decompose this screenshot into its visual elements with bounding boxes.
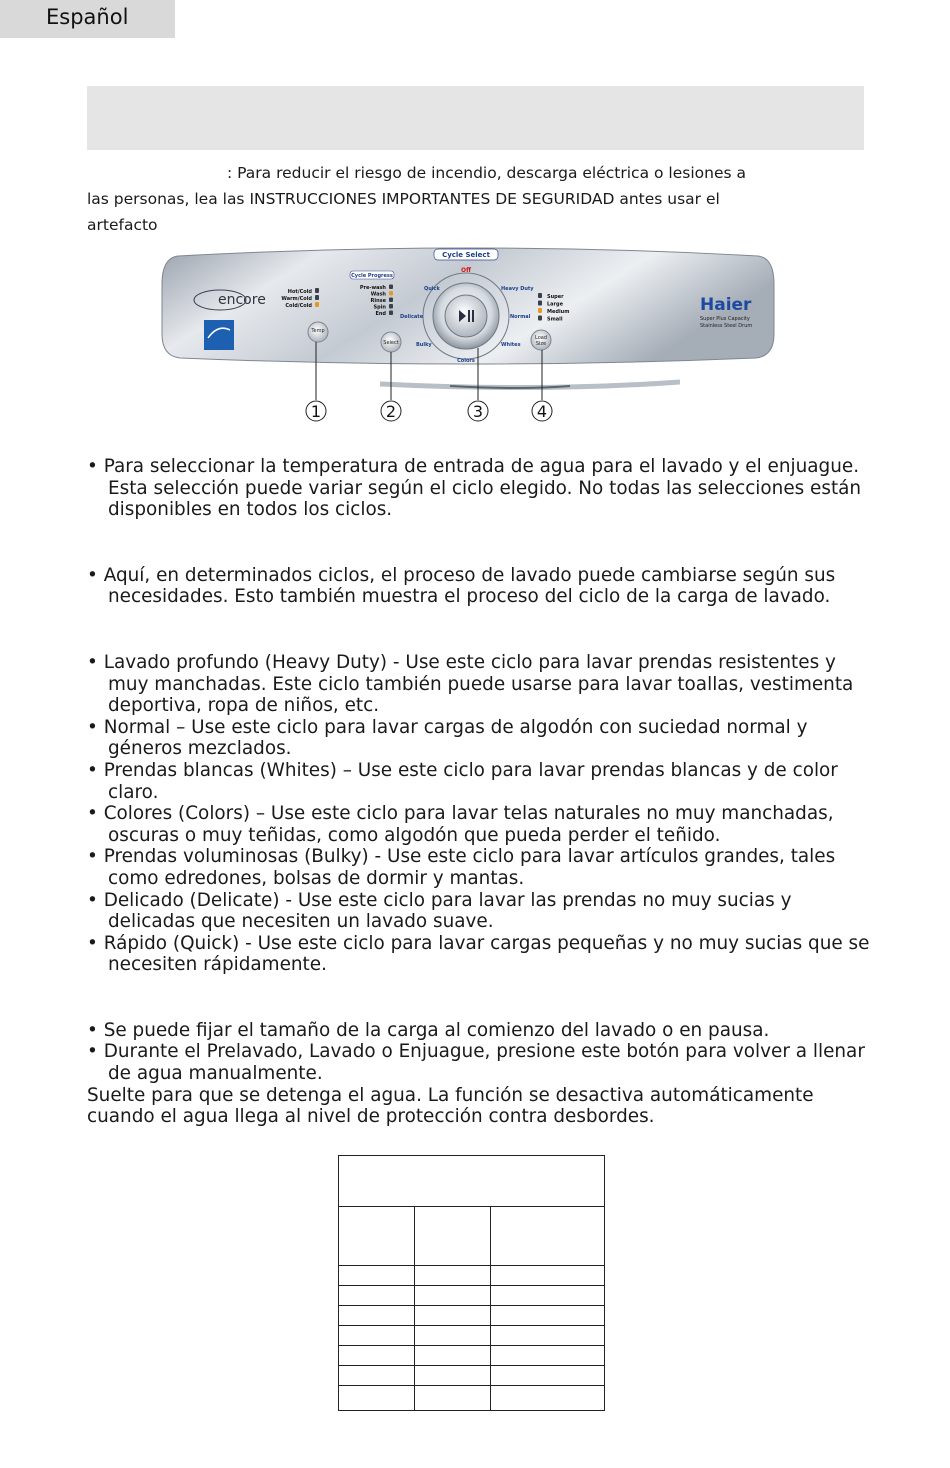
- temperature-bullet: • Para seleccionar la temperatura de entrada de agua para el lavado y el enjuague. Esta selección puede variar según el ciclo elegido. No todas las selecciones están disponibles en todos los ciclos.: [87, 456, 862, 521]
- encore-logo: encore: [218, 292, 266, 308]
- cycle-bullet-quick: • Rápido (Quick) - Use este ciclo para lavar cargas pequeñas y no muy sucias que se necesiten rápidamente.: [87, 932, 870, 976]
- intro-line-2: las personas, lea las INSTRUCCIONES IMPORTANTES DE SEGURIDAD antes usar el: [87, 190, 720, 208]
- language-tab-label: Español: [46, 5, 129, 29]
- progress-step-1: Wash: [370, 291, 386, 298]
- cycle-select-label: Cycle Select: [442, 251, 490, 259]
- table-header-row: [339, 1156, 605, 1207]
- table-row: [339, 1326, 605, 1346]
- callout-markers: [306, 401, 552, 421]
- table-row: [339, 1386, 605, 1411]
- load-button-line-1: Load: [535, 335, 547, 341]
- cycle-colors[interactable]: Colors: [457, 358, 475, 364]
- select-button-label: Select: [383, 340, 399, 346]
- temp-button-label: Temp: [311, 328, 325, 334]
- cycle-bullet-delicate: • Delicado (Delicate) - Use este ciclo para lavar las prendas no muy sucias y delicadas que necesiten un lavado suave.: [87, 889, 792, 933]
- temp-led-1: [315, 295, 319, 300]
- table-row: [339, 1266, 605, 1286]
- temp-option-1: Warm/Cold: [281, 296, 312, 302]
- load-led-0: [538, 293, 542, 298]
- table-header-cell: [339, 1156, 605, 1207]
- content-sections: [87, 456, 877, 1128]
- table-row: [339, 1306, 605, 1326]
- intro-line-1: : Para reducir el riesgo de incendio, descarga eléctrica o lesiones a: [227, 164, 746, 182]
- cycle-heavy-duty[interactable]: Heavy Duty: [501, 286, 534, 292]
- load-size-0: Super: [547, 294, 564, 300]
- cycle-bullet-heavy-duty: • Lavado profundo (Heavy Duty) - Use este ciclo para lavar prendas resistentes y muy manchadas. Este ciclo también puede usarse para lavar toallas, vestimenta deportiva, ropa de niños, etc.: [87, 651, 854, 717]
- cycle-bullet-colors: • Colores (Colors) – Use este ciclo para lavar telas naturales no muy manchadas, oscuras o muy teñidas, como algodón que pueda perder el teñido.: [87, 803, 834, 846]
- progress-led-0: [389, 285, 393, 290]
- load-bullet-2: • Durante el Prelavado, Lavado o Enjuague, presione este botón para volver a llenar de agua manualmente.: [87, 1041, 865, 1085]
- temp-option-2: Cold/Cold: [285, 303, 312, 309]
- load-led-3: [538, 316, 542, 321]
- progress-led-3: [389, 304, 393, 309]
- callout-number-1: 1: [310, 402, 322, 421]
- cycle-delicate[interactable]: Delicate: [400, 314, 424, 320]
- temp-led-0: [315, 288, 319, 293]
- progress-led-4: [389, 311, 393, 316]
- control-panel-illustration: [160, 244, 776, 430]
- callout-number-3: 3: [472, 402, 484, 421]
- safety-intro: [87, 160, 867, 238]
- cycle-bulky[interactable]: Bulky: [416, 342, 432, 348]
- haier-sub-1: Super Plus Capacity: [700, 316, 750, 322]
- intro-line-3: artefacto: [87, 216, 158, 234]
- progress-led-1: [389, 291, 393, 296]
- cycle-bullet-bulky: • Prendas voluminosas (Bulky) - Use este ciclo para lavar artículos grandes, tales como edredones, bolsas de dormir y mantas.: [87, 846, 836, 889]
- cycle-off-label: Off: [461, 267, 471, 274]
- progress-step-0: Pre-wash: [359, 285, 386, 291]
- table-row: [339, 1366, 605, 1386]
- language-tab[interactable]: [0, 0, 175, 38]
- section-banner: [87, 86, 864, 150]
- cycle-progress-label: Cycle Progress: [351, 273, 393, 279]
- load-size-3: Small: [547, 316, 563, 323]
- temp-led-2: [315, 302, 319, 307]
- table-row: [339, 1346, 605, 1366]
- haier-sub-2: Stainless Steel Drum: [700, 323, 753, 329]
- progress-step-3: Spin: [373, 304, 386, 311]
- load-led-2: [538, 308, 542, 313]
- progress-led-2: [389, 298, 393, 303]
- temp-option-0: Hot/Cold: [287, 289, 312, 295]
- progress-step-2: Rinse: [370, 298, 386, 304]
- load-bullet-1: • Se puede fijar el tamaño de la carga al comienzo del lavado o en pausa.: [87, 1019, 770, 1041]
- callout-number-4: 4: [536, 402, 548, 421]
- load-button-line-2: Size: [535, 341, 547, 347]
- table-row: [339, 1286, 605, 1306]
- load-size-table: [338, 1155, 605, 1411]
- load-size-2: Medium: [547, 309, 570, 315]
- load-size-1: Large: [547, 301, 563, 308]
- load-note: Suelte para que se detenga el agua. La función se desactiva automáticamente cuando el agua llega al nivel de protección contra desbordes.: [87, 1084, 814, 1128]
- energy-star-icon: [204, 320, 234, 350]
- cycle-bullet-normal: • Normal – Use este ciclo para lavar cargas de algodón con suciedad normal y géneros mezclados.: [87, 716, 808, 760]
- cycle-whites[interactable]: Whites: [501, 342, 521, 348]
- load-led-1: [538, 301, 542, 306]
- haier-logo: Haier: [700, 295, 752, 315]
- pause-icon: [468, 310, 470, 322]
- control-panel-svg: [160, 244, 776, 430]
- progress-step-4: End: [375, 311, 386, 317]
- cycle-quick[interactable]: Quick: [424, 286, 440, 292]
- cycle-bullets: [87, 652, 877, 976]
- callout-number-2: 2: [385, 402, 397, 421]
- cycle-normal[interactable]: Normal: [510, 314, 531, 320]
- cycle-bullet-whites: • Prendas blancas (Whites) – Use este ciclo para lavar prendas blancas y de color claro.: [87, 759, 838, 803]
- table-subheader-row: [339, 1207, 605, 1266]
- progress-bullet: • Aquí, en determinados ciclos, el proceso de lavado puede cambiarse según sus necesidades. Esto también muestra el proceso del ciclo de la carga de lavado.: [87, 564, 836, 608]
